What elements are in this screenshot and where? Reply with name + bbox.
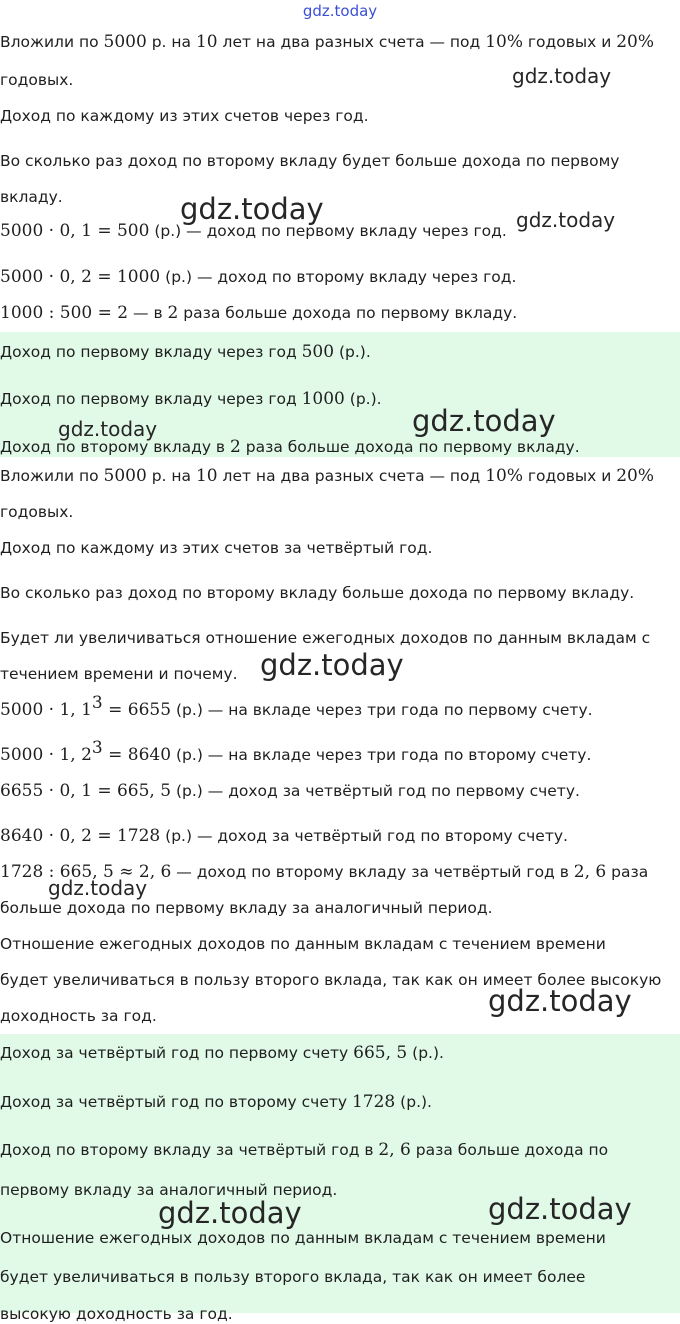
watermark: gdz.today — [48, 876, 148, 900]
watermark: gdz.today — [412, 404, 556, 438]
task2-step-4: 8640 · 0, 2 = 1728 (р.) — доход за четвёртый год по второму счету. — [0, 826, 568, 846]
watermark: gdz.today — [158, 1196, 302, 1230]
task2-question-3-cont: течением времени и почему. — [0, 665, 238, 683]
watermark: gdz.today — [512, 64, 612, 88]
task2-step-6-end: доходность за год. — [0, 1007, 157, 1025]
task1-question-2-cont: вкладу. — [0, 188, 63, 206]
watermark: gdz.today — [516, 208, 616, 232]
task2-step-2: 5000 · 1, $2^3 = 8640$ (р.) — на вкладе через три года по второму счету. — [0, 738, 592, 765]
task1-question-1: Доход по каждому из этих счетов через год. — [0, 107, 369, 125]
watermark: gdz.today — [488, 1192, 632, 1226]
watermark: gdz.today — [58, 417, 158, 441]
task1-question-2: Во сколько раз доход по второму вкладу будет больше дохода по первому — [0, 152, 620, 170]
task2-answer-4-cont: будет увеличиваться в пользу второго вклада, так как он имеет более — [0, 1268, 586, 1286]
task2-question-2: Во сколько раз доход по второму вкладу больше дохода по первому вкладу. — [0, 584, 635, 602]
task2-step-5-cont: больше дохода по первому вкладу за аналогичный период. — [0, 899, 493, 917]
watermark: gdz.today — [260, 648, 404, 682]
task2-condition: Вложили по 5000 р. на 10 лет на два разных счета — под 10% годовых и 20% — [0, 466, 655, 486]
task2-step-3: 6655 · 0, 1 = 665, 5 (р.) — доход за четвёртый год по первому счету. — [0, 781, 580, 801]
header-watermark: gdz.today — [302, 2, 378, 20]
task2-answer-4-end: высокую доходность за год. — [0, 1305, 233, 1323]
task2-answer-3-cont: первому вкладу за аналогичный период. — [0, 1181, 338, 1199]
task1-step-2: 5000 · 0, 2 = 1000 (р.) — доход по второму вкладу через год. — [0, 267, 517, 287]
task1-step-3: 1000 : 500 = 2 — в 2 раза больше дохода по первому вкладу. — [0, 303, 518, 323]
task1-condition: Вложили по 5000 р. на 10 лет на два разных счета — под 10% годовых и 20% — [0, 32, 655, 52]
task2-condition-cont: годовых. — [0, 503, 74, 521]
watermark: gdz.today — [180, 192, 324, 226]
watermark: gdz.today — [488, 984, 632, 1018]
task2-answer-3: Доход по второму вкладу за четвёртый год в 2, 6 раза больше дохода по — [0, 1140, 609, 1160]
task2-step-6-cont: будет увеличиваться в пользу второго вклада, так как он имеет более высокую — [0, 971, 662, 989]
task1-answer-1: Доход по первому вкладу через год 500 (р.). — [0, 342, 371, 362]
task2-step-1: 5000 · 1, $1^3 = 6655$ (р.) — на вкладе через три года по первому счету. — [0, 693, 593, 720]
task2-step-6: Отношение ежегодных доходов по данным вкладам с течением времени — [0, 935, 606, 953]
task1-answer-2: Доход по первому вкладу через год 1000 (р.). — [0, 389, 382, 409]
task2-question-3: Будет ли увеличиваться отношение ежегодных доходов по данным вкладам с — [0, 629, 651, 647]
task2-answer-4: Отношение ежегодных доходов по данным вкладам с течением времени — [0, 1229, 606, 1247]
task1-step-1: 5000 · 0, 1 = 500 (р.) — доход по первому вкладу через год. — [0, 221, 507, 241]
task2-question-1: Доход по каждому из этих счетов за четвёртый год. — [0, 539, 433, 557]
task2-answer-1: Доход за четвёртый год по первому счету 665, 5 (р.). — [0, 1043, 444, 1063]
task1-condition-cont: годовых. — [0, 71, 74, 89]
task1-answer-3: Доход по второму вкладу в 2 раза больше дохода по первому вкладу. — [0, 437, 580, 457]
task2-answer-2: Доход за четвёртый год по второму счету 1728 (р.). — [0, 1092, 432, 1112]
task2-step-5: 1728 : 665, 5 ≈ 2, 6 — доход по второму вкладу за четвёртый год в 2, 6 раза — [0, 862, 649, 882]
